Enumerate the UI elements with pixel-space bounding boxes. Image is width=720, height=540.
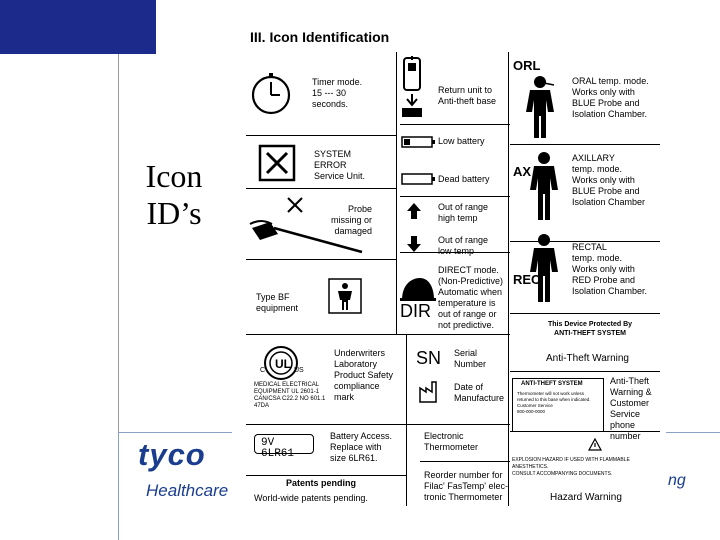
grid-line: [246, 424, 510, 425]
return-to-base-icon: [400, 56, 424, 118]
rectal-mode-tag: REC: [513, 272, 541, 287]
system-error-icon: [258, 144, 296, 182]
slide-title-line-1: Icon: [145, 158, 203, 194]
anti-theft-card-title: ANTI-THEFT SYSTEM: [521, 381, 583, 387]
date-of-manufacture-text: Date of Manufacture: [454, 382, 505, 403]
battery-size-icon: [254, 434, 314, 460]
direct-mode-icon: [398, 276, 438, 302]
grid-line: [246, 135, 396, 136]
hazard-small-text: EXPLOSION HAZARD IF USED WITH FLAMMABLE ANESTHETICS. CONSULT ACCOMPANYING DOCUMENTS.: [512, 457, 630, 477]
svg-text:C: C: [260, 367, 266, 374]
reorder-number-text: Reorder number for Filac' FasTemp' elec- tronic Thermometer: [424, 470, 508, 502]
arrow-down-icon: [406, 235, 422, 253]
hazard-triangle-icon: [588, 438, 602, 451]
serial-number-text: Serial Number: [454, 348, 487, 369]
grid-line: [420, 461, 510, 462]
ul-certification-logo: [260, 342, 302, 384]
anti-theft-card: [512, 378, 604, 432]
direct-mode-text: DIRECT mode. (Non-Predictive) Automatic when temperature is out of range or not predictive.: [438, 265, 504, 330]
out-of-range-high-text: Out of range high temp: [438, 202, 489, 223]
svg-text:UL: UL: [275, 357, 291, 371]
oral-mode-text: ORAL temp. mode. Works only with BLUE Probe and Isolation Chamber.: [572, 76, 649, 119]
grid-line: [510, 371, 660, 372]
grid-line: [246, 259, 396, 260]
oral-figure-icon: [514, 74, 566, 140]
rectal-mode-text: RECTAL temp. mode. Works only with RED Probe and Isolation Chamber.: [572, 242, 648, 296]
slide-title-line-2: ID’s: [146, 195, 202, 231]
direct-mode-tag: DIR: [400, 301, 431, 321]
grid-line: [400, 124, 510, 125]
return-unit-text: Return unit to Anti-theft base: [438, 85, 497, 106]
timer-mode-text: Timer mode. 15 --- 30 seconds.: [312, 77, 363, 109]
axillary-figure-icon: [522, 150, 568, 222]
grid-line: [246, 334, 510, 335]
anti-theft-customer-text: Anti-Theft Warning & Customer Service phone number: [610, 376, 652, 441]
factory-icon: [418, 378, 442, 404]
grid-line: [400, 196, 510, 197]
oral-mode-tag: ORL: [513, 58, 541, 73]
anti-theft-label: This Device Protected By ANTI-THEFT SYSTEM: [547, 321, 633, 337]
low-battery-icon: [400, 135, 436, 149]
timer-clock-icon: [250, 72, 292, 116]
grid-line: [510, 144, 660, 145]
healthcare-logo-text: Healthcare: [146, 481, 229, 500]
hazard-warning-text: Hazard Warning: [550, 492, 622, 503]
grid-line: [396, 52, 397, 334]
arrow-up-icon: [406, 202, 422, 220]
footer-vertical-divider: [118, 432, 119, 540]
grid-line: [510, 313, 660, 314]
anti-theft-card-text: Thermometer will not work unless returned to this base when indicated. Customer Service 800-000-0000: [517, 391, 591, 414]
type-bf-icon: [328, 278, 362, 314]
tyco-logo: tyco: [138, 437, 206, 472]
underwriters-text: Underwriters Laboratory Product Safety compliance mark: [334, 348, 394, 402]
low-battery-text: Low battery: [438, 136, 485, 146]
axillary-mode-tag: AX: [513, 164, 532, 179]
type-bf-text: Type BF equipment: [256, 292, 299, 313]
sheet-heading: III. Icon Identification: [250, 29, 390, 45]
grid-line: [406, 334, 407, 506]
icon-identification-sheet: [232, 16, 666, 506]
grid-line: [246, 188, 396, 189]
grid-line: [246, 475, 406, 476]
slide-title: [124, 158, 224, 232]
probe-missing-text: Probe missing or damaged: [330, 204, 372, 236]
ul-equipment-text: MEDICAL ELECTRICAL EQUIPMENT UL 2601-1 CAN/CSA C22.2 NO 601.1 47DA: [254, 382, 326, 409]
battery-access-text: Battery Access. Replace with size 6LR61.: [330, 431, 393, 463]
axillary-mode-text: AXILLARY temp. mode. Works only with BLUE Probe and Isolation Chamber: [572, 153, 646, 207]
rectal-figure-icon: [522, 232, 568, 304]
side-divider: [118, 54, 119, 432]
brand-color-block: [0, 0, 156, 54]
footer-tail-text: ng: [668, 472, 686, 489]
serial-number-tag: SN: [416, 348, 442, 368]
system-error-text: SYSTEM ERROR Service Unit.: [314, 149, 366, 181]
dead-battery-icon: [400, 172, 436, 186]
svg-text:US: US: [294, 367, 304, 374]
anti-theft-warning-text: Anti-Theft Warning: [546, 353, 629, 364]
grid-line: [508, 52, 509, 506]
out-of-range-low-text: Out of range low temp: [438, 235, 489, 256]
dead-battery-text: Dead battery: [438, 174, 490, 184]
electronic-thermometer-text: Electronic Thermometer: [424, 431, 479, 452]
battery-size-label: 9V 6LR61: [261, 437, 295, 460]
patents-pending-text: Patents pending: [286, 478, 357, 488]
worldwide-patents-text: World-wide patents pending.: [254, 493, 368, 503]
